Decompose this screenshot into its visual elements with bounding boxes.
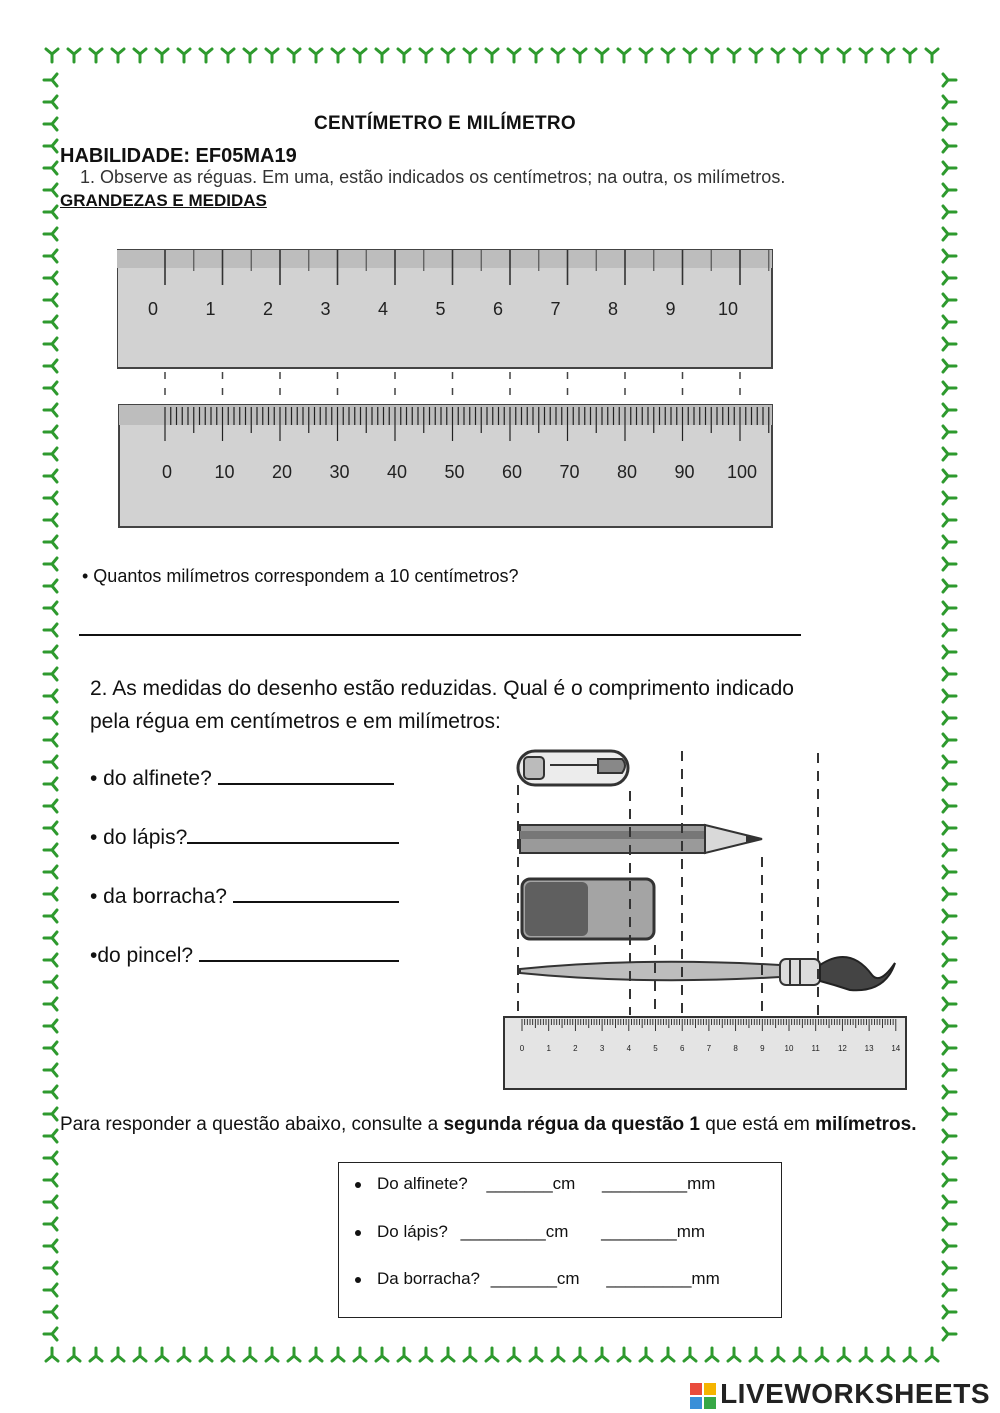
border-arrow-icon [943,558,956,570]
border-arrow-icon [943,822,956,834]
border-arrow-icon [943,1306,956,1318]
border-arrow-icon [178,49,190,62]
border-arrow-icon [486,1348,498,1361]
border-arrow-icon [943,250,956,262]
answer-box [338,1162,782,1318]
page-title: CENTÍMETRO E MILÍMETRO [313,113,577,134]
border-arrow-icon [44,1240,57,1252]
border-arrow-icon [44,1328,57,1340]
border-arrow-icon [44,844,57,856]
item-pincel-label: •do pincel? [90,944,194,967]
border-arrow-icon [44,668,57,680]
border-arrow-icon [178,1348,190,1361]
border-arrow-icon [860,1348,872,1361]
border-arrow-icon [244,1348,256,1361]
border-arrow-icon [943,1196,956,1208]
border-arrow-icon [44,624,57,636]
answer-row-lapis [355,1222,705,1242]
border-arrow-icon [882,1348,894,1361]
border-arrow-icon [706,49,718,62]
border-arrow-icon [943,1152,956,1164]
border-arrow-icon [943,1174,956,1186]
border-arrow-icon [684,49,696,62]
border-arrow-icon [44,514,57,526]
small-ruler-label: 10 [784,1044,794,1053]
border-arrow-icon [596,49,608,62]
border-arrow-icon [134,1348,146,1361]
border-arrow-icon [943,668,956,680]
border-arrow-icon [288,1348,300,1361]
border-arrow-icon [943,140,956,152]
border-arrow-icon [266,49,278,62]
border-arrow-icon [816,49,828,62]
border-arrow-icon [943,228,956,240]
item-borracha-label: • da borracha? [90,885,227,908]
border-arrow-icon [46,1348,58,1361]
border-arrow-icon [44,96,57,108]
mm-tick-label: 20 [271,462,293,482]
blank-lapis[interactable] [187,824,399,844]
border-arrow-icon [794,49,806,62]
border-arrow-icon [398,1348,410,1361]
border-arrow-icon [134,49,146,62]
border-arrow-icon [44,1262,57,1274]
border-arrow-icon [618,1348,630,1361]
border-arrow-icon [943,426,956,438]
border-arrow-icon [750,49,762,62]
small-ruler-label: 3 [599,1044,605,1053]
item-lapis [90,824,399,850]
border-arrow-icon [943,294,956,306]
border-arrow-icon [44,184,57,196]
border-arrow-icon [943,382,956,394]
border-arrow-icon [943,162,956,174]
border-arrow-icon [943,470,956,482]
small-ruler-label: 9 [760,1044,765,1053]
border-arrow-icon [44,976,57,988]
border-arrow-icon [44,228,57,240]
border-arrow-icon [794,1348,806,1361]
note-middle: que está em [700,1114,816,1135]
border-arrow-icon [44,1306,57,1318]
pencil-image [520,825,762,853]
border-arrow-icon [44,74,57,86]
border-arrow-icon [943,844,956,856]
cm-tick-label: 4 [377,299,389,319]
border-arrow-icon [943,1130,956,1142]
answer-row-alfinete [355,1174,715,1194]
border-arrow-icon [44,932,57,944]
cm-blank[interactable]: _________cm [460,1222,569,1241]
blank-borracha[interactable] [233,883,399,903]
border-arrow-icon [943,690,956,702]
border-arrow-icon [728,1348,740,1361]
cm-tick-label: 8 [607,299,619,319]
border-arrow-icon [44,294,57,306]
border-arrow-icon [943,1042,956,1054]
border-arrow-icon [943,866,956,878]
grandezas-label: GRANDEZAS E MEDIDAS [60,191,267,210]
border-arrow-icon [442,49,454,62]
border-arrow-icon [44,1042,57,1054]
cm-tick-label: 3 [320,299,331,319]
item-alfinete [90,765,394,791]
border-arrow-icon [44,1196,57,1208]
mm-tick-label: 10 [214,462,235,482]
border-arrow-icon [943,1328,956,1340]
small-ruler-label: 1 [546,1044,551,1053]
safety-pin-image [518,751,628,785]
cm-blank[interactable]: _______cm [486,1174,576,1193]
border-arrow-icon [156,1348,168,1361]
border-arrow-icon [684,1348,696,1361]
border-arrow-icon [112,49,124,62]
border-arrow-icon [44,1064,57,1076]
item-alfinete-label: • do alfinete? [90,767,212,790]
small-ruler-label: 11 [811,1044,820,1053]
border-arrow-icon [943,118,956,130]
border-arrow-icon [44,360,57,372]
border-arrow-icon [310,1348,322,1361]
border-arrow-icon [44,1284,57,1296]
small-ruler-label: 0 [519,1044,525,1053]
habilidade-label: HABILIDADE: EF05MA19 [60,145,297,167]
question-2-text: 2. As medidas do desenho estão reduzidas. Qual é o comprimento indicado pela régua em centímetros e em milímetros: [90,677,794,733]
border-arrow-icon [44,382,57,394]
border-arrow-icon [420,1348,432,1361]
border-arrow-icon [222,1348,234,1361]
border-arrow-icon [44,954,57,966]
border-arrow-icon [68,49,80,62]
note-bold-1: segunda régua da questão 1 [443,1114,701,1135]
border-arrow-icon [943,910,956,922]
border-arrow-icon [904,1348,916,1361]
answer-row-label: Do lápis? [377,1222,448,1241]
border-arrow-icon [44,580,57,592]
border-arrow-icon [44,800,57,812]
liveworksheets-icon [690,1383,716,1409]
border-arrow-icon [943,778,956,790]
border-arrow-icon [44,1130,57,1142]
answer-line-q1[interactable] [79,634,801,636]
cm-tick-label: 7 [550,299,561,319]
border-arrow-icon [943,800,956,812]
cm-tick-label: 1 [205,299,216,319]
border-arrow-icon [44,470,57,482]
border-arrow-icon [442,1348,454,1361]
border-arrow-icon [486,49,498,62]
border-arrow-icon [112,1348,124,1361]
border-arrow-icon [772,49,784,62]
border-arrow-icon [943,1108,956,1120]
border-arrow-icon [706,1348,718,1361]
bullet [355,1230,361,1236]
border-arrow-icon [943,1240,956,1252]
border-arrow-icon [574,49,586,62]
border-arrow-icon [44,426,57,438]
border-arrow-icon [156,49,168,62]
border-arrow-icon [44,316,57,328]
answer-row-borracha [355,1269,720,1289]
mm-tick-label: 100 [726,462,758,482]
border-arrow-icon [943,360,956,372]
item-pincel [90,942,399,968]
centimeter-ruler [117,245,777,535]
border-arrow-icon [943,1064,956,1076]
border-arrow-icon [46,49,58,62]
border-arrow-icon [552,1348,564,1361]
border-arrow-icon [376,49,388,62]
border-arrow-icon [943,206,956,218]
border-arrow-icon [354,49,366,62]
border-arrow-icon [943,1086,956,1098]
border-arrow-icon [44,866,57,878]
border-arrow-icon [398,49,410,62]
border-arrow-icon [926,1348,938,1361]
mm-tick-label: 50 [444,462,465,482]
border-arrow-icon [44,778,57,790]
border-arrow-icon [44,888,57,900]
border-arrow-icon [943,976,956,988]
border-arrow-icon [904,49,916,62]
border-arrow-icon [530,49,542,62]
small-ruler-label: 8 [733,1044,738,1053]
border-arrow-icon [44,162,57,174]
border-arrow-icon [44,1020,57,1032]
border-arrow-icon [44,558,57,570]
note-prefix: Para responder a questão abaixo, consulte a [60,1114,444,1135]
small-ruler-label: 6 [679,1044,685,1053]
border-arrow-icon [44,998,57,1010]
small-ruler-label: 4 [626,1044,632,1053]
border-arrow-icon [943,272,956,284]
border-arrow-icon [860,49,872,62]
mm-tick-label: 80 [616,462,638,482]
border-arrow-icon [943,624,956,636]
border-arrow-icon [772,1348,784,1361]
mm-blank[interactable]: _________mm [606,1269,720,1288]
paintbrush-image [520,957,895,990]
border-arrow-icon [943,998,956,1010]
answer-row-label: Do alfinete? [377,1174,468,1193]
border-arrow-icon [464,1348,476,1361]
border-arrow-icon [44,1174,57,1186]
item-borracha [90,883,399,909]
mm-blank[interactable]: _________mm [602,1174,716,1193]
cm-blank[interactable]: _______cm [490,1269,580,1288]
cm-tick-label: 6 [492,299,504,319]
border-arrow-icon [44,250,57,262]
border-arrow-icon [943,580,956,592]
cm-tick-label: 2 [262,299,274,319]
border-arrow-icon [943,734,956,746]
border-arrow-icon [90,49,102,62]
mm-tick-label: 90 [674,462,695,482]
border-arrow-icon [68,1348,80,1361]
border-arrow-icon [943,756,956,768]
cm-tick-label: 10 [717,299,739,319]
question-1-subquestion: • Quantos milímetros correspondem a 10 centímetros? [82,566,519,586]
border-arrow-icon [508,1348,520,1361]
border-arrow-icon [662,1348,674,1361]
border-arrow-icon [464,49,476,62]
border-arrow-icon [943,932,956,944]
mm-tick-label: 70 [559,462,580,482]
border-arrow-icon [420,49,432,62]
border-arrow-icon [552,49,564,62]
border-arrow-icon [574,1348,586,1361]
border-arrow-icon [44,1108,57,1120]
bullet [355,1182,361,1188]
objects-drawing [500,745,910,1095]
border-arrow-icon [44,1218,57,1230]
border-arrow-icon [376,1348,388,1361]
border-arrow-icon [44,602,57,614]
border-arrow-icon [310,49,322,62]
cm-tick-label: 5 [435,299,446,319]
border-arrow-icon [926,49,938,62]
border-arrow-icon [44,536,57,548]
mm-tick-label: 40 [386,462,408,482]
border-arrow-icon [662,49,674,62]
border-arrow-icon [44,448,57,460]
border-arrow-icon [44,338,57,350]
cm-tick-label: 9 [665,299,676,319]
border-arrow-icon [200,1348,212,1361]
border-arrow-icon [44,734,57,746]
small-ruler-label: 2 [573,1044,578,1053]
border-arrow-icon [838,49,850,62]
border-arrow-icon [882,49,894,62]
border-arrow-icon [354,1348,366,1361]
border-arrow-icon [200,49,212,62]
cm-tick-label: 0 [147,299,159,319]
border-arrow-icon [943,1020,956,1032]
mm-tick-label: 30 [329,462,350,482]
border-arrow-icon [266,1348,278,1361]
border-arrow-icon [44,910,57,922]
border-arrow-icon [618,49,630,62]
liveworksheets-logo [690,1378,990,1410]
border-arrow-icon [943,404,956,416]
bullet [355,1277,361,1283]
border-arrow-icon [943,954,956,966]
mm-tick-label: 0 [161,462,173,482]
blank-pincel[interactable] [199,942,399,962]
item-lapis-label: • do lápis? [90,826,188,849]
border-arrow-icon [596,1348,608,1361]
border-arrow-icon [943,712,956,724]
border-arrow-icon [44,690,57,702]
logo-text: LIVEWORKSHEETS [720,1378,990,1409]
border-arrow-icon [44,492,57,504]
small-ruler-label: 5 [653,1044,658,1053]
border-arrow-icon [44,1152,57,1164]
border-arrow-icon [90,1348,102,1361]
answer-row-label: Da borracha? [377,1269,481,1288]
border-arrow-icon [943,646,956,658]
border-arrow-icon [943,602,956,614]
border-arrow-icon [816,1348,828,1361]
border-arrow-icon [943,74,956,86]
border-arrow-icon [44,756,57,768]
border-arrow-icon [943,184,956,196]
border-arrow-icon [640,1348,652,1361]
border-arrow-icon [750,1348,762,1361]
eraser-image [522,879,654,939]
border-arrow-icon [222,49,234,62]
border-arrow-icon [943,1284,956,1296]
border-arrow-icon [943,316,956,328]
border-arrow-icon [943,514,956,526]
border-arrow-icon [943,492,956,504]
border-arrow-icon [288,49,300,62]
border-arrow-icon [44,1086,57,1098]
border-arrow-icon [44,822,57,834]
border-arrow-icon [943,536,956,548]
question-1-text: 1. Observe as réguas. Em uma, estão indicados os centímetros; na outra, os milímetros. [80,167,786,187]
mm-tick-label: 60 [501,462,523,482]
border-arrow-icon [44,404,57,416]
blank-alfinete[interactable] [218,765,394,785]
border-arrow-icon [332,1348,344,1361]
small-ruler-label: 14 [891,1044,901,1053]
border-arrow-icon [244,49,256,62]
border-arrow-icon [943,96,956,108]
border-arrow-icon [943,338,956,350]
border-arrow-icon [44,646,57,658]
border-arrow-icon [44,272,57,284]
small-ruler-label: 7 [706,1044,712,1053]
border-arrow-icon [530,1348,542,1361]
border-arrow-icon [943,888,956,900]
border-arrow-icon [943,1218,956,1230]
border-arrow-icon [44,712,57,724]
border-arrow-icon [943,1262,956,1274]
note-bold-2: milímetros. [815,1114,917,1135]
border-arrow-icon [44,140,57,152]
instruction-note [60,1110,940,1140]
border-arrow-icon [44,206,57,218]
small-ruler-label: 13 [864,1044,874,1053]
border-arrow-icon [728,49,740,62]
border-arrow-icon [508,49,520,62]
border-arrow-icon [943,448,956,460]
border-arrow-icon [640,49,652,62]
small-ruler-label: 12 [837,1044,847,1053]
border-arrow-icon [838,1348,850,1361]
mm-blank[interactable]: ________mm [601,1222,706,1241]
border-arrow-icon [332,49,344,62]
